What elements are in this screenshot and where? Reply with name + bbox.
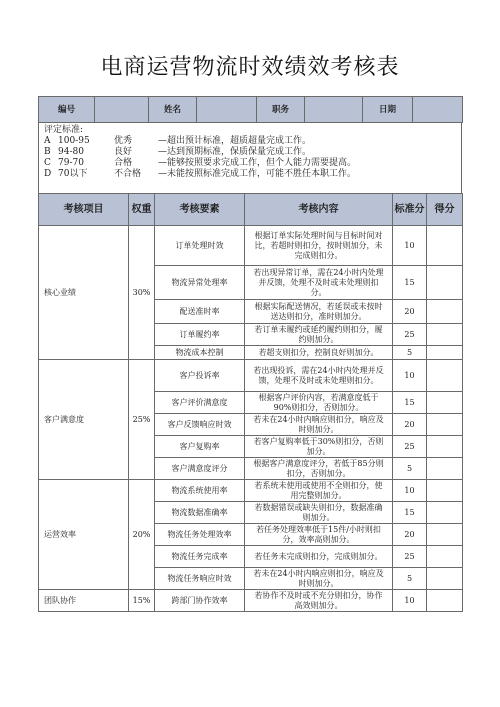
factor-cell: 订单处理时效 <box>155 226 245 266</box>
score-input-cell[interactable] <box>427 360 463 392</box>
factor-cell: 物流任务完成率 <box>155 546 245 568</box>
factor-cell: 物流数据准确率 <box>155 502 245 524</box>
header-score: 得分 <box>427 194 463 226</box>
standard-score-cell: 10 <box>393 480 427 502</box>
category-name: 客户满意度 <box>39 360 129 480</box>
content-cell: 若任务未完成则扣分，完成则加分。 <box>245 546 393 568</box>
score-input-cell[interactable] <box>427 300 463 324</box>
factor-cell: 客户满意度评分 <box>155 458 245 480</box>
date-value[interactable] <box>413 97 463 123</box>
criteria-grade: 良好 <box>114 147 133 157</box>
name-label: 姓名 <box>149 97 197 123</box>
factor-cell: 物流任务处理效率 <box>155 524 245 546</box>
criteria-code: D <box>44 169 52 179</box>
criteria-range: 79-70 <box>58 158 84 168</box>
category-weight: 20% <box>129 480 155 590</box>
criteria-range: 70以下 <box>58 169 88 179</box>
content-cell: 若系统未使用或使用不全则扣分，使用完整则加分。 <box>245 480 393 502</box>
category-name: 运营效率 <box>39 480 129 590</box>
criteria-line <box>44 147 461 158</box>
content-cell: 若订单未履约或延约履约则扣分，履约则加分。 <box>245 324 393 346</box>
header-factor: 考核要素 <box>155 194 245 226</box>
employee-info-table <box>38 96 463 123</box>
score-input-cell[interactable] <box>427 502 463 524</box>
category-weight: 30% <box>129 226 155 360</box>
score-input-cell[interactable] <box>427 346 463 360</box>
content-cell: 若协作不及时或不充分则扣分，协作高效则加分。 <box>245 590 393 612</box>
score-input-cell[interactable] <box>427 436 463 458</box>
standard-score-cell: 20 <box>393 414 427 436</box>
standard-score-cell: 25 <box>393 546 427 568</box>
content-cell: 若数据错误或缺失则扣分，数据准确则加分。 <box>245 502 393 524</box>
name-value[interactable] <box>197 97 257 123</box>
content-cell: 根据实际配送情况，若延误或未按时送达则扣分，准时则加分。 <box>245 300 393 324</box>
category-weight: 15% <box>129 590 155 612</box>
score-input-cell[interactable] <box>427 590 463 612</box>
factor-cell: 物流异常处理率 <box>155 266 245 300</box>
factor-cell: 客户评价满意度 <box>155 392 245 414</box>
header-standard: 标准分 <box>393 194 427 226</box>
criteria-code: A <box>44 136 51 146</box>
standard-score-cell: 20 <box>393 524 427 546</box>
criteria-grade: 优秀 <box>114 136 133 146</box>
content-cell: 若未在24小时内响应则扣分，响应及时则加分。 <box>245 414 393 436</box>
table-row <box>39 226 463 266</box>
content-cell: 若出现投诉，需在24小时内处理并反馈，处理不及时或未处理则扣分。 <box>245 360 393 392</box>
standard-score-cell: 15 <box>393 502 427 524</box>
number-label: 编号 <box>39 97 95 123</box>
score-input-cell[interactable] <box>427 546 463 568</box>
content-cell: 若出现异常订单，需在24小时内处理并反馈，处理不及时或未处理则扣分。 <box>245 266 393 300</box>
category-name: 核心业绩 <box>39 226 129 360</box>
factor-cell: 物流任务响应时效 <box>155 568 245 590</box>
factor-cell: 物流系统使用率 <box>155 480 245 502</box>
position-label: 职务 <box>257 97 305 123</box>
standard-score-cell: 10 <box>393 226 427 266</box>
content-cell: 根据客户满意度评分，若低于85分则扣分，否则加分。 <box>245 458 393 480</box>
content-cell: 若未在24小时内响应则扣分，响应及时则加分。 <box>245 568 393 590</box>
criteria-heading: 评定标准: <box>44 125 84 135</box>
criteria-desc: —超出预计标准，超质超量完成工作。 <box>158 136 312 146</box>
factor-cell: 客户复购率 <box>155 436 245 458</box>
category-name: 团队协作 <box>39 590 129 612</box>
score-input-cell[interactable] <box>427 266 463 300</box>
table-row <box>39 480 463 502</box>
score-input-cell[interactable] <box>427 568 463 590</box>
content-cell: 若超支则扣分，控制良好则加分。 <box>245 346 393 360</box>
factor-cell: 物流成本控制 <box>155 346 245 360</box>
standard-score-cell: 10 <box>393 360 427 392</box>
factor-cell: 订单履约率 <box>155 324 245 346</box>
factor-cell: 客户投诉率 <box>155 360 245 392</box>
criteria-list <box>44 136 461 180</box>
factor-cell: 配送准时率 <box>155 300 245 324</box>
table-row <box>39 590 463 612</box>
standard-score-cell: 15 <box>393 266 427 300</box>
factor-cell: 跨部门协作效率 <box>155 590 245 612</box>
position-value[interactable] <box>305 97 363 123</box>
score-input-cell[interactable] <box>427 414 463 436</box>
score-input-cell[interactable] <box>427 392 463 414</box>
number-value[interactable] <box>95 97 149 123</box>
criteria-grade: 不合格 <box>114 169 142 179</box>
standard-score-cell: 25 <box>393 436 427 458</box>
content-cell: 若任务处理效率低于15件/小时则扣分，效率高则加分。 <box>245 524 393 546</box>
content-cell: 若客户复购率低于30%则扣分，否则加分。 <box>245 436 393 458</box>
score-input-cell[interactable] <box>427 480 463 502</box>
assessment-table <box>38 193 463 612</box>
standard-score-cell: 10 <box>393 590 427 612</box>
criteria-desc: —达到预期标准，保质保量完成工作。 <box>158 147 312 157</box>
date-label: 日期 <box>363 97 413 123</box>
page-title: 电商运营物流时效绩效考核表 <box>100 55 400 80</box>
content-cell: 根据客户评价内容，若满意度低于90%则扣分，否则加分。 <box>245 392 393 414</box>
table-row <box>39 360 463 392</box>
header-content: 考核内容 <box>245 194 393 226</box>
standard-score-cell: 20 <box>393 300 427 324</box>
standard-score-cell: 5 <box>393 458 427 480</box>
score-input-cell[interactable] <box>427 226 463 266</box>
criteria-section <box>38 122 462 194</box>
score-input-cell[interactable] <box>427 524 463 546</box>
criteria-line <box>44 158 461 169</box>
criteria-cell <box>39 123 462 194</box>
criteria-code: C <box>44 158 51 168</box>
criteria-desc: —能够按照要求完成工作，但个人能力需要提高。 <box>158 158 357 168</box>
content-cell: 根据订单实际处理时间与目标时间对比，若超时则扣分，按时则加分，未完成则扣分。 <box>245 226 393 266</box>
table-header-row <box>39 194 463 226</box>
header-item: 考核项目 <box>39 194 129 226</box>
criteria-line <box>44 169 461 180</box>
score-input-cell[interactable] <box>427 458 463 480</box>
criteria-desc: —未能按照标准完成工作，可能不胜任本职工作。 <box>158 169 357 179</box>
header-weight: 权重 <box>129 194 155 226</box>
score-input-cell[interactable] <box>427 324 463 346</box>
standard-score-cell: 25 <box>393 324 427 346</box>
standard-score-cell: 15 <box>393 392 427 414</box>
factor-cell: 客户反馈响应时效 <box>155 414 245 436</box>
criteria-range: 94-80 <box>58 147 84 157</box>
criteria-code: B <box>44 147 51 157</box>
criteria-range: 100-95 <box>58 136 90 146</box>
standard-score-cell: 5 <box>393 346 427 360</box>
category-weight: 25% <box>129 360 155 480</box>
criteria-line <box>44 136 461 147</box>
standard-score-cell: 5 <box>393 568 427 590</box>
criteria-grade: 合格 <box>114 158 133 168</box>
